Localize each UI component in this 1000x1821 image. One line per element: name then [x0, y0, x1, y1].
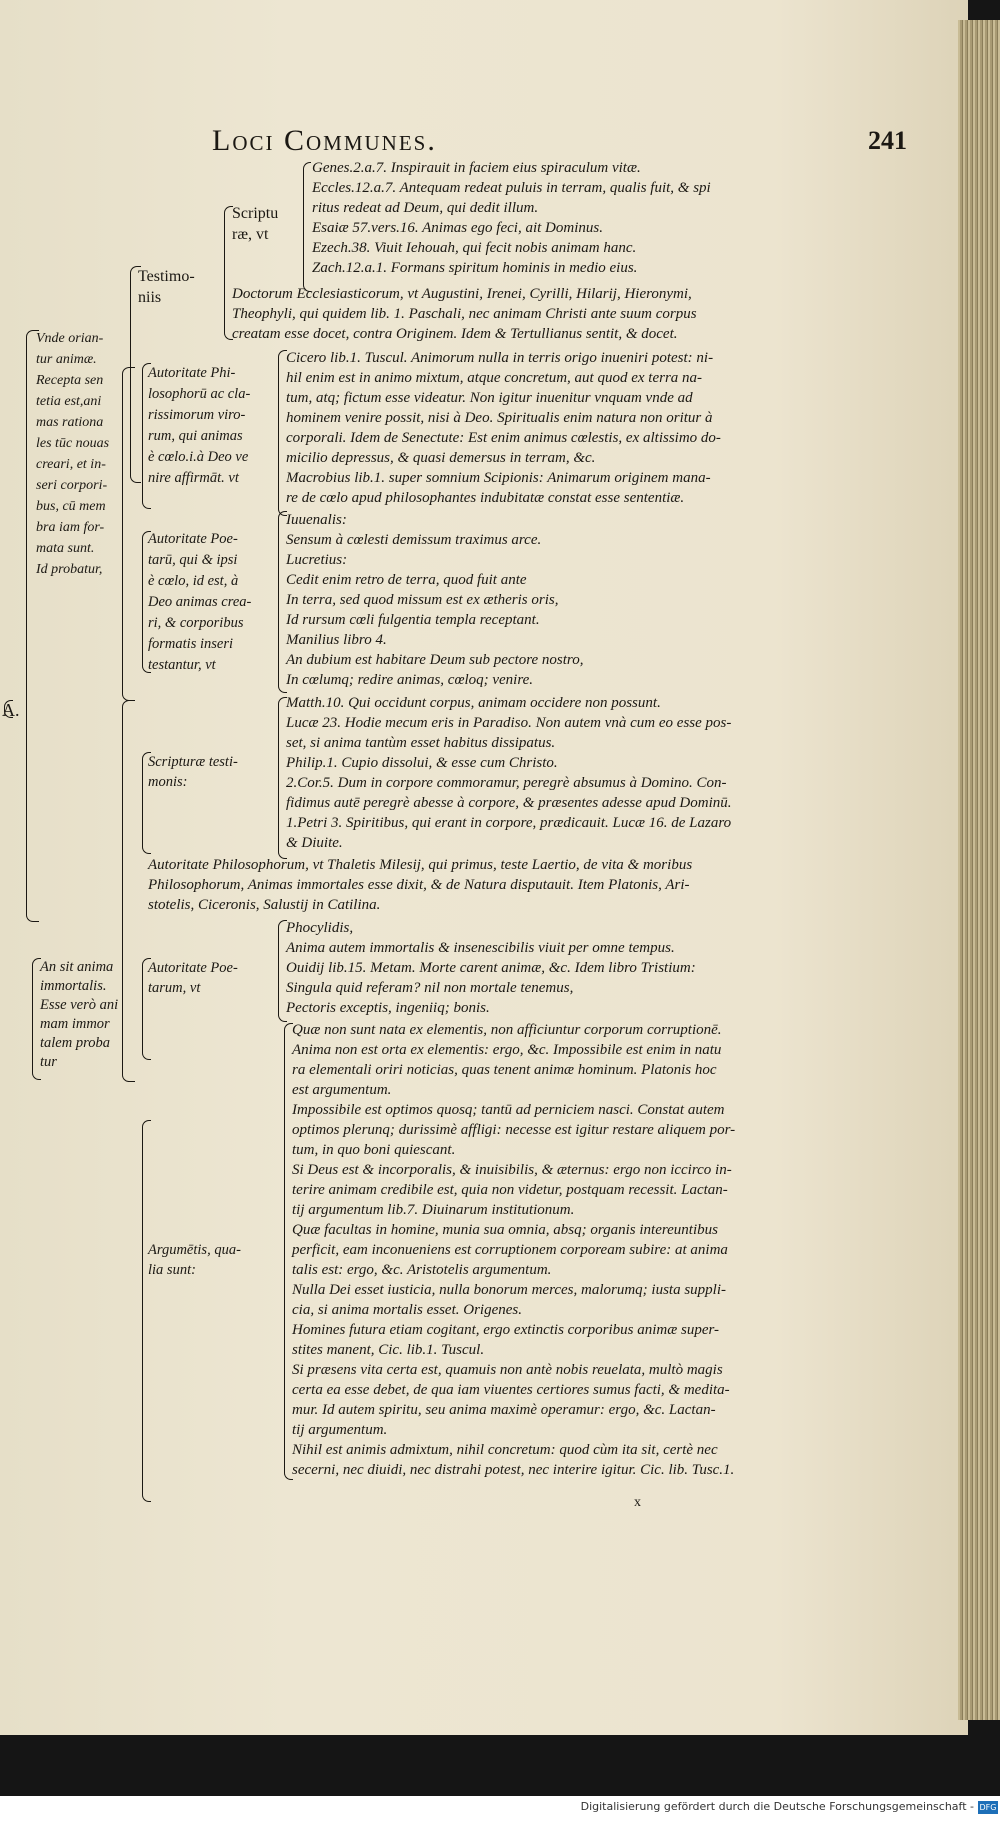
auth-poet-label-line: formatis inseri — [148, 636, 233, 652]
scripture-lines-line: Esaiæ 57.vers.16. Animas ego feci, ait Dominus. — [312, 220, 603, 236]
auth-poet-lines-line: Lucretius: — [286, 552, 348, 568]
script-test-lines-line: Philip.1. Cupio dissolui, & esse cum Christo. — [286, 755, 558, 771]
script-test-lines-line: Lucæ 23. Hodie mecum eris in Paradiso. Non autem vnà cum eo esse pos- — [286, 715, 732, 731]
argum-lines-line: talis est: ergo, &c. Aristotelis argumentum. — [292, 1262, 552, 1278]
auth-phil-label-line: nire affirmāt. vt — [148, 470, 239, 486]
argum-label-line: Argumētis, qua- — [148, 1242, 241, 1258]
auth-phil-lines-line: re de cœlo apud philosophantes indubitatæ constat esse sententiæ. — [286, 490, 685, 506]
argum-lines-line: Quæ facultas in homine, munia sua omnia, absq; organis intereuntibus — [292, 1222, 718, 1238]
auth-phil-label-line: rum, qui animas — [148, 428, 243, 444]
brace-14 — [278, 920, 287, 1022]
argum-lines-line: tij argumentum. — [292, 1422, 388, 1438]
digitization-footer — [0, 1796, 1000, 1821]
auth-phil2-line: Autoritate Philosophorum, vt Thaletis Milesij, qui primus, teste Laertio, de vita & moribus — [148, 857, 693, 873]
auth-poet-label-line: Deo animas crea- — [148, 594, 252, 610]
vnde-line: Vnde orian- — [36, 331, 104, 346]
argum-lines-line: perficit, eam inconueniens est corruptionem corpoream subire: at anima — [292, 1242, 728, 1258]
argum-lines-line: certa ea esse debet, de qua iam viuentes certiores sumus facti, & medita- — [292, 1382, 730, 1398]
auth-phil-lines-line: hominem venire possit, nisi à Deo. Spiritualis enim natura non oritur à — [286, 410, 713, 426]
argum-lines-line: tij argumentum lib.7. Diuinarum institutionum. — [292, 1202, 575, 1218]
auth-poet-lines-line: Cedit enim retro de terra, quod fuit ante — [286, 572, 527, 588]
brace-7 — [142, 531, 151, 673]
brace-10 — [142, 752, 151, 854]
argum-lines-line: Nihil est animis admixtum, nihil concretum: quod cùm ita sit, certè nec — [292, 1442, 718, 1458]
page-edge — [958, 20, 1000, 1720]
an-sit-line: Esse verò ani — [40, 997, 119, 1013]
vnde-line: creari, et in- — [36, 457, 106, 472]
page-number: 241 — [868, 126, 907, 155]
auth-poet2-lines-line: Anima autem immortalis & insenescibilis viuit per omne tempus. — [286, 940, 675, 956]
scripture-lines-line: Eccles.12.a.7. Antequam redeat puluis in terram, qualis fuit, & spi — [312, 180, 711, 196]
argum-label-line: lia sunt: — [148, 1262, 196, 1278]
an-sit-line: An sit anima — [40, 959, 114, 975]
scriptu-vt-line: Scriptu — [232, 205, 279, 222]
argum-lines-line: Si Deus est & incorporalis, & inuisibilis, & æternus: ergo non iccirco in- — [292, 1162, 732, 1178]
argum-lines-line: terire animam credibile est, quia non videtur, postquam recessit. Lactan- — [292, 1182, 728, 1198]
brace-2 — [224, 206, 233, 340]
auth-phil-lines-line: micilio depressus, & quasi demersus in terram, &c. — [286, 450, 596, 466]
auth-poet-label-line: tarū, qui & ipsi — [148, 552, 238, 568]
auth-poet-label-line: Autoritate Poe- — [148, 531, 238, 547]
an-sit-line: immortalis. — [40, 978, 107, 994]
auth-poet2-lines-line: Phocylidis, — [286, 920, 354, 936]
funding-notice: Digitalisierung gefördert durch die Deutsche Forschungsgemeinschaft - — [580, 1800, 974, 1813]
auth-poet-lines-line: Id rursum cœli fulgentia templa receptant. — [286, 612, 540, 628]
argum-lines-line: cia, si anima mortalis esset. Origenes. — [292, 1302, 522, 1318]
vnde-line: bra iam for- — [36, 520, 105, 535]
testim-line: Testimo- — [138, 268, 195, 285]
script-test-lines-line: fidimus autē peregrè abesse à corpore, & præsentes adesse apud Dominū. — [286, 795, 732, 811]
argum-lines-line: Quæ non sunt nata ex elementis, non afficiuntur corporum corruptionē. — [292, 1022, 722, 1038]
auth-poet-lines-line: In terra, sed quod missum est ex ætheris oris, — [286, 592, 559, 608]
script-test-lines-line: & Diuite. — [286, 835, 343, 851]
auth-phil-label-line: Autoritate Phi- — [148, 365, 236, 381]
argum-lines-line: optimos plerunq; durissimè affligi: necesse est igitur restare aliquem por- — [292, 1122, 736, 1138]
vnde-line: les tūc nouas — [36, 436, 110, 451]
vnde-line: tur animæ. — [36, 352, 97, 367]
signature-mark: x — [634, 1495, 641, 1510]
auth-poet-label-line: è cœlo, id est, à — [148, 573, 239, 589]
an-sit-line: tur — [40, 1054, 57, 1070]
auth-poet-label-line: testantur, vt — [148, 657, 216, 673]
brace-11 — [278, 697, 287, 859]
doctorum-line: creatam esse docet, contra Originem. Idem & Tertullianus sentit, & docet. — [232, 326, 678, 342]
an-sit-line: mam immor — [40, 1016, 110, 1032]
auth-phil-lines-line: tum, atq; fictum esse videatur. Non igitur inuenitur vnquam vnde ad — [286, 390, 693, 406]
argum-lines-line: ra elementali oriri noticias, quas tenent animæ hominum. Platonis hoc — [292, 1062, 717, 1078]
auth-poet-lines-line: In cœlumq; redire animas, cœloq; venire. — [286, 672, 534, 688]
auth-poet2-label-line: Autoritate Poe- — [148, 960, 238, 976]
script-test-lines-line: Matth.10. Qui occidunt corpus, animam occidere non possunt. — [286, 695, 661, 711]
auth-phil-label-line: losophorū ac cla- — [148, 386, 251, 402]
auth-phil-label-line: è cœlo.i.à Deo ve — [148, 449, 249, 465]
auth-poet2-lines-line: Singula quid referam? nil non mortale tenemus, — [286, 980, 574, 996]
auth-phil-lines-line: corporali. Idem de Senectute: Est enim animus cœlestis, ex altissimo do- — [286, 430, 721, 446]
testim-line: niis — [138, 289, 162, 306]
brace-9 — [122, 700, 135, 1082]
a-mark: A. — [2, 700, 20, 720]
brace-0 — [26, 330, 39, 922]
argum-lines-line: mur. Id autem spiritu, seu anima maximè operamur: ergo, &c. Lactan- — [292, 1402, 716, 1418]
brace-8 — [278, 511, 287, 693]
brace-4 — [122, 367, 135, 701]
argum-lines-line: est argumentum. — [292, 1082, 392, 1098]
brace-15 — [142, 1120, 151, 1502]
vnde-line: mata sunt. — [36, 541, 95, 556]
scripture-lines-line: ritus redeat ad Deum, qui dedit illum. — [312, 200, 539, 216]
auth-phil2-line: Philosophorum, Animas immortales esse dixit, & de Natura disputauit. Item Platonis, Ari- — [148, 877, 690, 893]
an-sit-line: talem proba — [40, 1035, 110, 1051]
brace-5 — [142, 363, 151, 509]
vnde-line: Id probatur, — [36, 562, 103, 577]
script-test-lines-line: 1.Petri 3. Spiritibus, qui erant in corpore, prædicauit. Lucæ 16. de Lazaro — [286, 815, 732, 831]
script-test-label-line: Scripturæ testi- — [148, 754, 238, 770]
scripture-lines-line: Zach.12.a.1. Formans spiritum hominis in medio eius. — [312, 260, 638, 276]
argum-lines-line: secerni, nec diuidi, nec distrahi potest, nec interire igitur. Cic. lib. Tusc.1. — [292, 1462, 735, 1478]
dfg-logo: DFG — [979, 1803, 997, 1812]
vnde-line: bus, cū mem — [36, 499, 106, 514]
auth-poet-lines-line: Iuuenalis: — [286, 512, 347, 528]
argum-lines-line: Nulla Dei esset iusticia, nulla bonorum merces, malorumq; iusta suppli- — [292, 1282, 727, 1298]
vnde-line: Recepta sen — [36, 373, 104, 388]
scripture-lines-line: Genes.2.a.7. Inspirauit in faciem eius spiraculum vitæ. — [312, 160, 641, 176]
auth-poet-lines-line: An dubium est habitare Deum sub pectore nostro, — [286, 652, 584, 668]
auth-phil-lines-line: hil enim est in animo mixtum, atque concretum, aut quod ex terra na- — [286, 370, 703, 386]
doctorum-line: Doctorum Ecclesiasticorum, vt Augustini, Irenei, Cyrilli, Hilarij, Hieronymi, — [232, 286, 692, 302]
auth-phil-label-line: rissimorum viro- — [148, 407, 246, 423]
script-test-lines-line: 2.Cor.5. Dum in corpore commoramur, peregrè absumus à Domino. Con- — [286, 775, 727, 791]
vnde-line: mas rationa — [36, 415, 104, 430]
auth-poet2-lines-line: Ouidij lib.15. Metam. Morte carent animæ, &c. Idem libro Tristium: — [286, 960, 696, 976]
script-test-label-line: monis: — [148, 774, 188, 790]
brace-3 — [303, 162, 311, 292]
running-head: Loci Communes. — [212, 124, 437, 157]
auth-poet-label-line: ri, & corporibus — [148, 615, 244, 631]
auth-phil-lines-line: Macrobius lib.1. super somnium Scipionis: Animarum originem mana- — [286, 470, 711, 486]
auth-poet2-label-line: tarum, vt — [148, 980, 201, 996]
argum-lines-line: Homines futura etiam cogitant, ergo extinctis corporibus animæ super- — [292, 1322, 720, 1338]
vnde-line: tetia est,ani — [36, 394, 102, 409]
brace-6 — [278, 350, 287, 516]
brace-13 — [142, 958, 151, 1060]
auth-poet-lines-line: Sensum à cœlesti demissum traximus arce. — [286, 532, 542, 548]
doctorum-line: Theophyli, qui quidem lib. 1. Paschali, nec animam Christi ante suum corpus — [232, 306, 697, 322]
argum-lines-line: stites manent, Cic. lib.1. Tuscul. — [292, 1342, 485, 1358]
brace-12 — [32, 958, 41, 1080]
argum-lines-line: Anima non est orta ex elementis: ergo, &c. Impossibile est enim in natu — [292, 1042, 722, 1058]
auth-poet-lines-line: Manilius libro 4. — [286, 632, 387, 648]
script-test-lines-line: set, si anima tantùm esset habitus dissipatus. — [286, 735, 556, 751]
vnde-line: seri corpori- — [36, 478, 108, 493]
scripture-lines-line: Ezech.38. Viuit Iehouah, qui fecit nobis animam hanc. — [312, 240, 637, 256]
argum-lines-line: Impossibile est optimos quosq; tantū ad perniciem nasci. Constat autem — [292, 1102, 725, 1118]
brace-16 — [284, 1023, 293, 1480]
argum-lines-line: Si præsens vita certa est, quamuis non antè nobis reuelata, multò magis — [292, 1362, 723, 1378]
auth-phil-lines-line: Cicero lib.1. Tuscul. Animorum nulla in terris origo inueniri potest: ni- — [286, 350, 714, 366]
scriptu-vt-line: ræ, vt — [232, 226, 269, 243]
auth-phil2-line: stotelis, Ciceronis, Salustij in Catilina. — [148, 897, 381, 913]
auth-poet2-lines-line: Pectoris exceptis, ingeniiq; bonis. — [286, 1000, 490, 1016]
argum-lines-line: tum, in quo boni quiescant. — [292, 1142, 456, 1158]
brace-17 — [4, 700, 13, 718]
